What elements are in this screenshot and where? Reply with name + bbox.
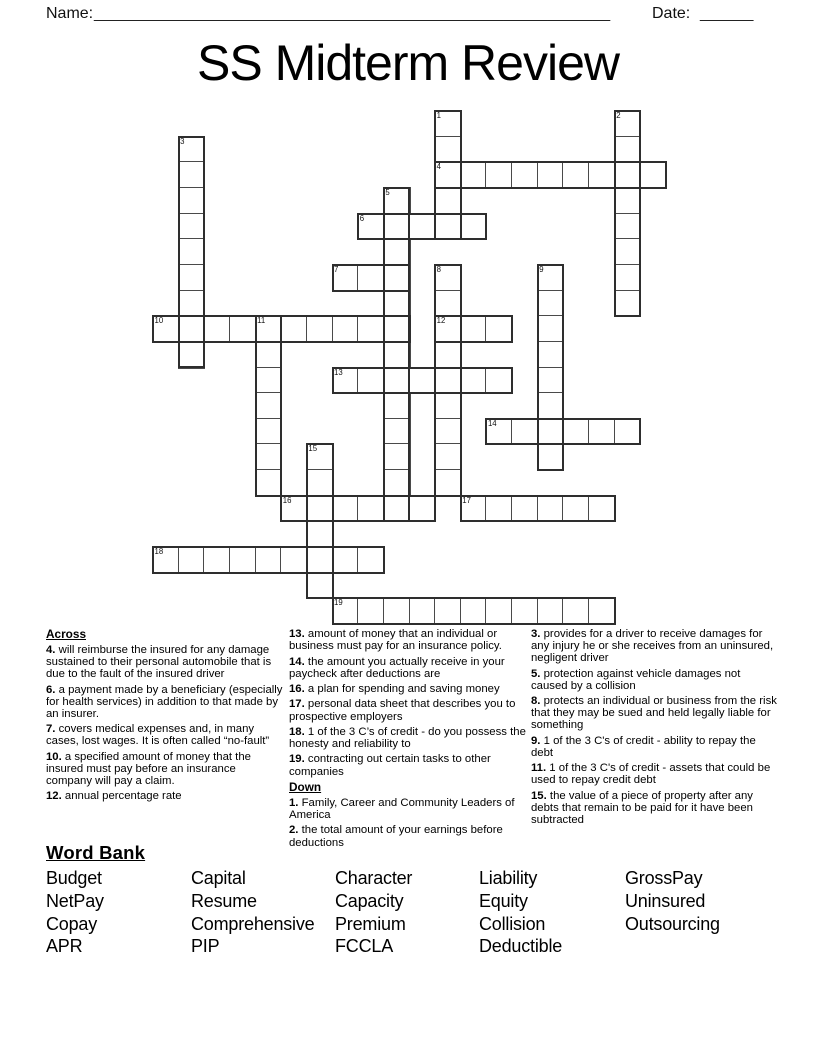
clue-text: covers medical expenses and, in many cases, lost wages. It is often called “no-fault” [46,723,270,748]
grid-cell [434,418,462,446]
grid-cell [409,597,437,625]
clue-column [289,628,528,852]
clue-number: 15. [531,789,550,802]
clue-number: 8. [531,695,544,708]
grid-cell [434,290,462,318]
clue-item [289,698,528,722]
grid-cell [562,418,590,446]
grid-cell [409,213,437,241]
grid-cell [178,546,206,574]
cell-number: 8 [436,264,441,274]
name-blank-line: __________________________________________________________ [94,5,611,22]
clue-column [531,628,779,829]
clue-number: 11. [531,762,550,775]
grid-cell [434,341,462,369]
grid-cell [511,161,539,189]
grid-cell [178,187,206,215]
word-bank-word: Outsourcing [625,913,720,934]
clue-text: 1 of the 3 C’s of credit - do you possess the honesty and reliability to [289,725,526,750]
grid-cell [614,161,642,189]
grid-cell [383,495,411,523]
grid-cell [614,136,642,164]
clue-text: the total amount of your earnings before deductions [289,824,503,849]
grid-cell [614,418,642,446]
grid-cell [255,341,283,369]
word-bank-word: GrossPay [625,868,703,888]
grid-cell [203,546,231,574]
grid-cell [485,597,513,625]
clue-text: personal data sheet that describes you to prospective employers [289,698,516,723]
clue-text: a payment made by a beneficiary (especially for health services) in addition to that made by an insurer. [46,683,283,720]
grid-cell [485,495,513,523]
clue-number: 1. [289,796,302,809]
grid-cell [383,264,411,292]
clue-item [531,695,779,731]
grid-cell [178,264,206,292]
grid-cell [357,264,385,292]
clues-heading: Across [46,627,86,641]
word-bank-word: FCCLA [335,936,394,957]
clue-item [289,824,528,848]
grid-cell [434,187,462,215]
cell-number: 14 [487,418,497,428]
clue-number: 17. [289,698,308,711]
grid-cell [178,238,206,266]
clue-text: a specified amount of money that the insured must pay before an insurance company will pay a claim. [46,750,251,788]
word-bank-heading: Word Bank [46,842,146,863]
cell-number: 9 [539,264,544,274]
name-label: Name: [46,5,94,22]
word-bank-word: NetPay [46,890,104,911]
grid-cell [460,315,488,343]
grid-cell [255,367,283,395]
clue-item [46,684,283,720]
grid-cell [537,443,565,471]
grid-cell [434,597,462,625]
clue-item [531,668,779,692]
grid-cell [537,161,565,189]
word-bank-word: Character [335,868,413,888]
clue-item [289,656,528,680]
grid-cell [588,597,616,625]
grid-cell [537,392,565,420]
word-bank-word: Budget [46,868,102,888]
grid-cell [537,290,565,318]
grid-cell [485,161,513,189]
clue-number: 14. [289,655,308,668]
date-blank-line: ______ [700,5,754,22]
clue-text: 1 of the 3 C's of credit - assets that could be used to repay credit debt [531,762,771,787]
word-bank-word: Comprehensive [191,913,315,934]
cell-number: 13 [334,367,343,377]
grid-cell [229,315,257,343]
clue-number: 19. [289,753,308,766]
grid-cell [306,315,334,343]
grid-cell [357,367,385,395]
word-bank-word: Resume [191,890,257,911]
clue-item [531,735,779,759]
word-bank-word: Copay [46,913,98,934]
grid-cell [485,367,513,395]
grid-cell [306,520,334,548]
grid-cell [537,597,565,625]
grid-cell [383,315,411,343]
word-bank-word: PIP [191,936,220,957]
grid-cell [409,495,437,523]
grid-cell [178,341,206,369]
crossword-grid [152,110,672,630]
grid-cell [306,495,334,523]
grid-cell [383,290,411,318]
grid-cell [511,418,539,446]
grid-cell [511,495,539,523]
word-bank-grid [46,867,786,958]
word-bank-word: Collision [479,913,546,934]
grid-cell [614,238,642,266]
clue-item [46,723,283,747]
grid-cell [460,161,488,189]
grid-cell [588,161,616,189]
clue-item [289,628,528,652]
grid-cell [588,418,616,446]
clues-heading: Down [289,779,322,794]
cell-number: 12 [436,316,446,326]
grid-cell [178,315,206,343]
clue-item [531,790,779,826]
cell-number: 2 [616,111,621,120]
grid-cell [332,315,360,343]
grid-cell [255,418,283,446]
clue-number: 16. [289,683,308,695]
grid-cell [434,443,462,471]
grid-cell [460,597,488,625]
clue-number: 13. [289,628,308,640]
grid-cell [614,290,642,318]
clue-text: provides for a driver to receive damages for any injury he or she receives from an uninsured, negligent driver [531,628,774,665]
word-bank-word: Deductible [479,936,563,957]
grid-cell [178,213,206,241]
grid-cell [537,341,565,369]
cell-number: 4 [436,162,441,172]
clue-item [531,628,779,664]
word-bank-word: Capacity [335,890,404,911]
clue-item [46,751,283,787]
word-bank-word: Equity [479,890,528,911]
cell-number: 6 [359,213,365,223]
clue-text: the value of a piece of property after any debts that remain to be paid for it have been subtracted [531,789,753,827]
grid-cell [383,367,411,395]
clue-number: 6. [46,683,59,696]
clue-item [289,683,528,695]
grid-cell [588,495,616,523]
clue-number: 5. [531,667,544,680]
grid-cell [485,315,513,343]
grid-cell [434,367,462,395]
clue-number: 7. [46,723,59,736]
cell-number: 18 [154,547,164,557]
word-bank-word: APR [46,936,83,957]
grid-cell [383,443,411,471]
clue-item [46,644,283,680]
grid-cell [562,161,590,189]
clue-text: protection against vehicle damages not caused by a collision [531,667,741,692]
clue-text: Family, Career and Community Leaders of America [289,796,515,821]
grid-cell [383,469,411,497]
cell-number: 19 [334,598,343,608]
grid-cell [383,238,411,266]
cell-number: 3 [180,136,185,146]
grid-cell [306,469,334,497]
grid-cell [357,546,385,574]
grid-cell [255,443,283,471]
clue-text: annual percentage rate [64,790,182,803]
clue-number: 2. [289,824,302,837]
grid-cell [306,546,334,574]
clue-item [289,726,528,750]
grid-cell [332,495,360,523]
grid-cell [229,546,257,574]
grid-cell [614,187,642,215]
grid-cell [383,392,411,420]
clue-item [289,753,528,777]
grid-cell [537,315,565,343]
clue-text: a plan for spending and saving money [307,683,500,695]
grid-cell [434,469,462,497]
grid-cell [562,495,590,523]
clue-text: the amount you actually receive in your paycheck after deductions are [289,655,505,680]
grid-cell [434,213,462,241]
grid-cell [280,315,308,343]
grid-cell [537,495,565,523]
cell-number: 5 [385,187,390,197]
grid-cell [255,546,283,574]
grid-cell [460,213,488,241]
grid-cell [357,495,385,523]
grid-cell [537,367,565,395]
date-label: Date: [652,5,691,22]
cell-number: 17 [462,495,471,505]
grid-cell [614,213,642,241]
grid-cell [383,418,411,446]
grid-cell [255,469,283,497]
grid-cell [434,392,462,420]
grid-cell [280,546,308,574]
grid-cell [511,597,539,625]
clue-number: 18. [289,725,308,738]
clue-column [46,628,283,806]
cell-number: 16 [282,495,292,505]
clue-number: 9. [531,734,544,747]
grid-cell [357,597,385,625]
clue-text: protects an individual or business from the risk that they may be sued and held legally liable for something [531,695,777,732]
grid-cell [460,367,488,395]
grid-cell [255,392,283,420]
grid-cell [178,161,206,189]
clue-text: amount of money that an individual or business must pay for an insurance policy. [289,628,502,653]
clue-item [289,797,528,821]
word-bank-word: Premium [335,913,406,934]
cell-number: 1 [436,111,441,120]
clue-text: contracting out certain tasks to other companies [289,753,491,778]
clue-number: 4. [46,644,59,656]
grid-cell [537,418,565,446]
grid-cell [332,546,360,574]
grid-cell [357,315,385,343]
grid-cell [562,597,590,625]
grid-cell [639,161,667,189]
clue-item [46,790,283,802]
clue-item [531,762,779,786]
grid-cell [383,341,411,369]
grid-cell [306,572,334,600]
grid-cell [383,213,411,241]
word-bank-word: Liability [479,868,538,888]
cell-number: 11 [257,316,266,326]
grid-cell [203,315,231,343]
word-bank-word: Uninsured [625,890,706,911]
word-bank-empty [625,935,786,958]
cell-number: 10 [154,316,164,326]
clue-text: 1 of the 3 C's of credit - ability to repay the debt [531,734,756,759]
clue-text: will reimburse the insured for any damage sustained to their personal automobile that is due to the fault of the insured driver [46,644,272,681]
word-bank-word: Capital [191,868,246,888]
clue-number: 12. [46,790,65,803]
page-title: SS Midterm Review [197,35,619,91]
grid-cell [614,264,642,292]
cell-number: 7 [334,264,339,274]
clue-number: 10. [46,750,65,763]
cell-number: 15 [308,444,318,454]
clue-number: 3. [531,628,544,640]
grid-cell [434,136,462,164]
grid-cell [409,367,437,395]
grid-cell [383,597,411,625]
grid-cell [178,290,206,318]
